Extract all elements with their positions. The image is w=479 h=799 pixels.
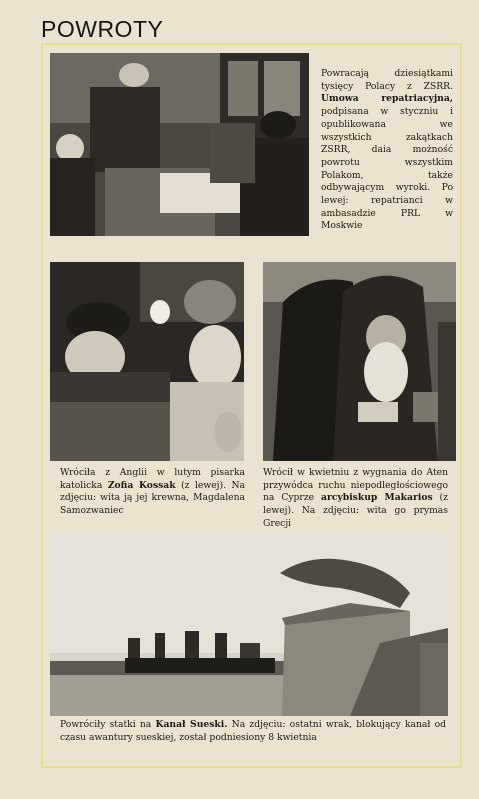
caption-text: Wróciła z Anglii w lutym pisarka katolicka: [60, 467, 245, 491]
caption-top: [321, 68, 453, 233]
photo-makarios: [263, 262, 456, 461]
caption-bold: arcybiskup Makarios: [321, 492, 433, 504]
photo-repatriates-embassy: [50, 53, 309, 236]
caption-text: podpisana w styczniu i opublikowana we wszystkich zakątkach ZSRR, daia możność powrotu wszystkim Polakom, także odbywającym wyroki. Po lewej: repatrianci w ambasadzie PRL w Moskwie: [321, 106, 453, 232]
caption-bottom: [60, 719, 446, 744]
photo-suez-canal: [50, 533, 448, 716]
page-title: POWROTY: [41, 16, 164, 42]
caption-text: Na zdjęciu: ostatni wrak, blokujący kanał od czasu awantury sueskiej, został podniesiony 8 kwietnia: [60, 719, 446, 743]
caption-right: [263, 467, 448, 531]
caption-left: [60, 467, 245, 518]
caption-bold: Kanał Sueski.: [155, 719, 228, 730]
photo-zofia-kossak: [50, 262, 244, 461]
caption-bold: Umowa repatriacyjna,: [321, 93, 453, 105]
caption-text: Powracają dziesiątkami tysięcy Polacy z ZSRR.: [321, 68, 453, 92]
caption-text: (z lewej). Na zdjęciu: wita ją jej krewna, Magdalena Samozwaniec: [60, 479, 245, 517]
caption-text: (z lewej). Na zdjęciu: wita go prymas Grecji: [263, 492, 448, 529]
caption-text: Powróciły statki na: [60, 719, 156, 730]
caption-bold: Zofia Kossak: [107, 479, 176, 491]
caption-text: Wrócił w kwietniu z wygnania do Aten przywódca ruchu niepodległościowego na Cyprze: [263, 467, 448, 504]
